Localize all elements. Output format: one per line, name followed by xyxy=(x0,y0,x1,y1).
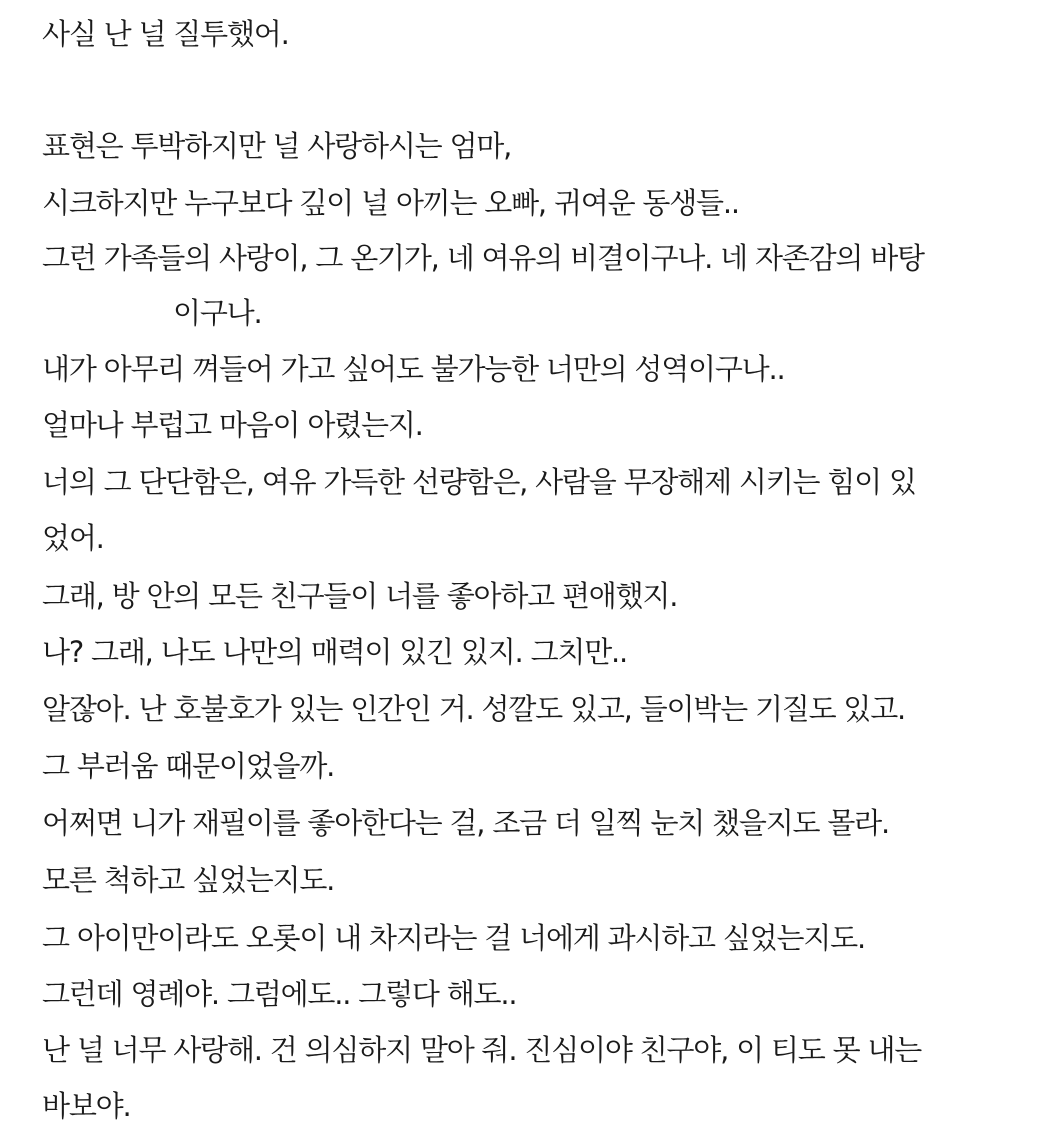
text-line-continuation: 이구나. xyxy=(173,296,262,330)
text-line: 그런 가족들의 사랑이, 그 온기가, 네 여유의 비결이구나. 네 자존감의 바탕 xyxy=(42,241,924,275)
text-line: 그런데 영례야. 그럼에도.. 그렇다 해도.. xyxy=(42,977,517,1011)
text-line: 사실 난 널 질투했어. xyxy=(42,17,289,51)
text-line: 내가 아무리 껴들어 가고 싶어도 불가능한 너만의 성역이구나.. xyxy=(42,352,785,386)
text-line: 시크하지만 누구보다 깊이 널 아끼는 오빠, 귀여운 동생들.. xyxy=(42,186,739,220)
text-line: 그래, 방 안의 모든 친구들이 너를 좋아하고 편애했지. xyxy=(42,579,678,613)
text-line: 그 아이만이라도 오롯이 내 차지라는 걸 너에게 과시하고 싶었는지도. xyxy=(42,921,865,955)
text-line: 알잖아. 난 호불호가 있는 인간인 거. 성깔도 있고, 들이박는 기질도 있고. xyxy=(42,692,906,726)
text-line: 모른 척하고 싶었는지도. xyxy=(42,863,335,897)
text-line-continuation: 바보야. xyxy=(42,1089,131,1123)
text-line: 나? 그래, 나도 나만의 매력이 있긴 있지. 그치만.. xyxy=(42,635,628,669)
text-line: 얼마나 부럽고 마음이 아렸는지. xyxy=(42,408,423,442)
text-line-continuation: 었어. xyxy=(42,521,104,555)
text-line: 표현은 투박하지만 널 사랑하시는 엄마, xyxy=(42,129,512,163)
text-line: 어쩌면 니가 재필이를 좋아한다는 걸, 조금 더 일찍 눈치 챘을지도 몰라. xyxy=(42,806,890,840)
text-line: 그 부러움 때문이었을까. xyxy=(42,749,335,783)
text-line: 너의 그 단단함은, 여유 가득한 선량함은, 사람을 무장해제 시키는 힘이 있 xyxy=(42,465,916,499)
text-line: 난 널 너무 사랑해. 건 의심하지 말아 줘. 진심이야 친구야, 이 티도 못 내는 xyxy=(42,1033,922,1067)
